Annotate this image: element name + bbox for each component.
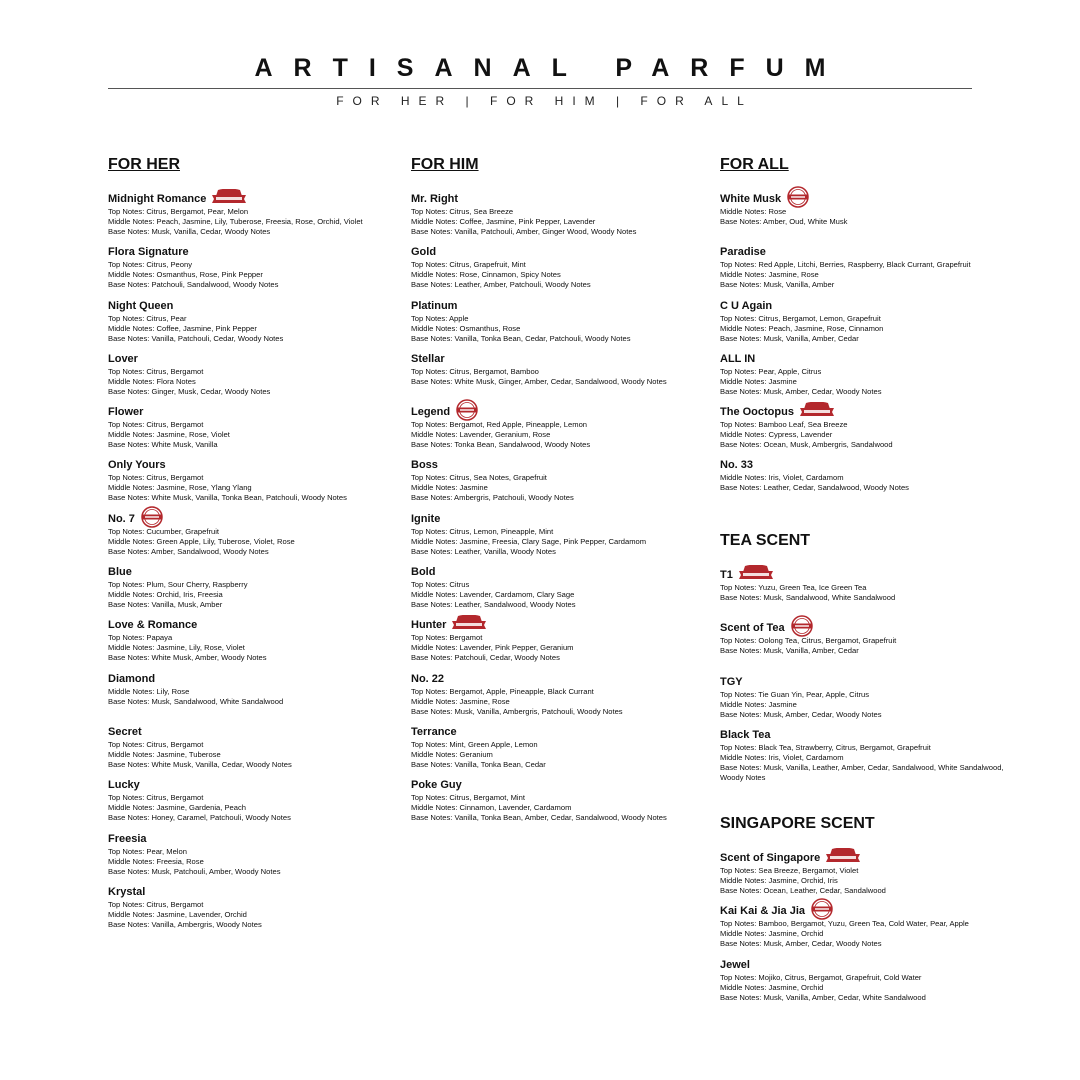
perfume-item xyxy=(411,618,701,671)
best-seller-stamp-badge xyxy=(787,186,809,208)
perfume-note-line: Middle Notes: Jasmine, Lavender, Orchid xyxy=(108,909,247,919)
tea-scent-list xyxy=(720,568,1010,781)
perfume-note-line: Top Notes: Mint, Green Apple, Lemon xyxy=(411,739,538,749)
perfume-name-row xyxy=(108,458,398,472)
perfume-note-line: Base Notes: Honey, Caramel, Patchouli, Woody Notes xyxy=(108,813,291,823)
perfume-name: No. 33 xyxy=(720,459,754,472)
perfume-name: Bold xyxy=(411,566,436,579)
perfume-name: Stellar xyxy=(411,352,445,365)
perfume-name: Poke Guy xyxy=(411,779,462,792)
perfume-note-line: Base Notes: Patchouli, Sandalwood, Woody Notes xyxy=(108,280,279,290)
perfume-note-line: Top Notes: Citrus, Bergamot, Pear, Melon xyxy=(108,207,249,216)
perfume-name-row xyxy=(720,851,1010,865)
perfume-note-line: Base Notes: Leather, Sandalwood, Woody Notes xyxy=(411,600,576,610)
perfume-note-line: Base Notes: Vanilla, Musk, Amber xyxy=(108,600,223,610)
perfume-item xyxy=(720,675,1010,728)
perfume-name-row xyxy=(411,352,701,366)
perfume-name-row xyxy=(411,565,701,579)
perfume-note-line: Top Notes: Citrus, Bergamot xyxy=(108,420,204,430)
for-all-list xyxy=(720,192,1010,512)
perfume-note-line: Middle Notes: Rose xyxy=(720,207,787,216)
perfume-item xyxy=(108,405,398,458)
perfume-item xyxy=(108,565,398,618)
perfume-item xyxy=(411,672,701,725)
section-heading-for-all: FOR ALL xyxy=(720,156,789,173)
perfume-note-line: Middle Notes: Jasmine, Lily, Rose, Violet xyxy=(108,643,245,653)
for-her-column xyxy=(108,155,398,938)
perfume-name: Krystal xyxy=(108,885,146,898)
perfume-note-line: Base Notes: Musk, Vanilla, Ambergris, Patchouli, Woody Notes xyxy=(411,706,623,716)
perfume-item xyxy=(720,245,1010,298)
perfume-note-line: Middle Notes: Jasmine, Orchid xyxy=(720,982,824,992)
perfume-name: Terrance xyxy=(411,725,457,738)
perfume-name-row xyxy=(720,568,1010,582)
perfume-note-line: Base Notes: Musk, Vanilla, Cedar, Woody Notes xyxy=(108,227,271,236)
perfume-item xyxy=(720,458,1010,511)
perfume-note-line: Top Notes: Citrus, Grapefruit, Mint xyxy=(411,260,526,270)
perfume-note-line: Base Notes: Leather, Amber, Patchouli, Woody Notes xyxy=(411,280,591,290)
perfume-note-line: Base Notes: Vanilla, Ambergris, Woody Notes xyxy=(108,919,262,929)
perfume-name: Flora Signature xyxy=(108,246,189,259)
perfume-note-line: Top Notes: Citrus, Lemon, Pineapple, Mint xyxy=(411,526,554,536)
perfume-name: Gold xyxy=(411,246,437,259)
for-him-list xyxy=(411,192,701,832)
perfume-item xyxy=(411,778,701,831)
section-heading-singapore-scent: SINGAPORE SCENT xyxy=(720,815,875,832)
perfume-item xyxy=(108,832,398,885)
perfume-note-line: Base Notes: Musk, Vanilla, Leather, Amber, Cedar, Sandalwood, White Sandalwood, Woody Notes xyxy=(720,762,1004,782)
perfume-note-line: Middle Notes: Lavender, Pink Pepper, Geranium xyxy=(411,643,574,653)
perfume-name: Freesia xyxy=(108,832,147,845)
perfume-name-row xyxy=(411,192,701,206)
perfume-item xyxy=(411,192,701,245)
perfume-note-line: Top Notes: Tie Guan Yin, Pear, Apple, Citrus xyxy=(720,689,870,699)
perfume-note-line: Top Notes: Bergamot xyxy=(411,633,483,643)
perfume-name-row xyxy=(108,512,398,526)
perfume-name-row xyxy=(720,621,1010,635)
best-seller-stamp-badge xyxy=(456,399,478,421)
perfume-note-line: Base Notes: Vanilla, Tonka Bean, Amber, Cedar, Sandalwood, Woody Notes xyxy=(411,813,667,823)
perfume-name: Diamond xyxy=(108,672,156,685)
perfume-note-line: Top Notes: Bergamot, Apple, Pineapple, Black Currant xyxy=(411,686,594,696)
perfume-name-row xyxy=(108,245,398,259)
perfume-item xyxy=(411,405,701,458)
perfume-note-line: Top Notes: Yuzu, Green Tea, Ice Green Tea xyxy=(720,583,867,592)
perfume-note-line: Top Notes: Citrus xyxy=(411,580,470,590)
perfume-name: Secret xyxy=(108,725,142,738)
perfume-name-row xyxy=(720,728,1010,742)
perfume-note-line: Base Notes: White Musk, Amber, Woody Notes xyxy=(108,653,267,663)
perfume-name: Night Queen xyxy=(108,299,174,312)
best-seller-stamp-badge xyxy=(811,898,833,920)
perfume-note-line: Top Notes: Sea Breeze, Bergamot, Violet xyxy=(720,866,859,875)
perfume-name-row xyxy=(108,832,398,846)
perfume-note-line: Base Notes: Musk, Vanilla, Amber xyxy=(720,280,835,290)
best-seller-ribbon-badge xyxy=(800,402,834,417)
perfume-item xyxy=(411,299,701,352)
perfume-note-line: Top Notes: Citrus, Bergamot, Bamboo xyxy=(411,366,539,376)
perfume-item xyxy=(108,618,398,671)
perfume-note-line: Top Notes: Pear, Apple, Citrus xyxy=(720,366,822,376)
perfume-note-line: Middle Notes: Jasmine, Gardenia, Peach xyxy=(108,803,247,813)
perfume-name: T1 xyxy=(720,569,733,581)
best-seller-ribbon-badge xyxy=(739,565,773,580)
perfume-note-line: Base Notes: Musk, Sandalwood, White Sandalwood xyxy=(720,593,896,602)
perfume-note-line: Middle Notes: Jasmine, Rose xyxy=(411,696,510,706)
perfume-note-line: Top Notes: Bamboo Leaf, Sea Breeze xyxy=(720,420,848,430)
perfume-item xyxy=(108,299,398,352)
perfume-name-row xyxy=(108,299,398,313)
singapore-scent-list xyxy=(720,851,1010,1011)
perfume-name-row xyxy=(411,458,701,472)
perfume-name-row xyxy=(411,299,701,313)
perfume-note-line: Top Notes: Citrus, Bergamot, Lemon, Grapefruit xyxy=(720,313,881,323)
perfume-name-row xyxy=(108,778,398,792)
perfume-item xyxy=(720,851,1010,904)
perfume-note-line: Base Notes: Vanilla, Patchouli, Cedar, Woody Notes xyxy=(108,333,284,343)
for-him-column xyxy=(411,155,701,832)
perfume-note-line: Base Notes: Ocean, Leather, Cedar, Sandalwood xyxy=(720,886,886,895)
perfume-name: No. 7 xyxy=(108,512,135,525)
perfume-name: Boss xyxy=(411,459,438,472)
perfume-name-row xyxy=(720,675,1010,689)
perfume-note-line: Base Notes: Musk, Sandalwood, White Sandalwood xyxy=(108,696,284,706)
perfume-item xyxy=(108,725,398,778)
perfume-name: Paradise xyxy=(720,246,766,259)
perfume-note-line: Middle Notes: Orchid, Iris, Freesia xyxy=(108,590,223,600)
perfume-note-line: Middle Notes: Jasmine, Rose, Ylang Ylang xyxy=(108,483,252,493)
perfume-note-line: Base Notes: Musk, Vanilla, Amber, Cedar xyxy=(720,333,859,343)
perfume-note-line: Base Notes: White Musk, Vanilla xyxy=(108,440,218,450)
perfume-note-line: Top Notes: Citrus, Bergamot xyxy=(108,366,204,376)
perfume-note-line: Base Notes: Ambergris, Patchouli, Woody Notes xyxy=(411,493,574,503)
perfume-name-row xyxy=(720,458,1010,472)
perfume-item xyxy=(720,728,1010,781)
perfume-item xyxy=(720,621,1010,674)
perfume-name: No. 22 xyxy=(411,672,445,685)
perfume-note-line: Base Notes: Vanilla, Patchouli, Amber, Ginger Wood, Woody Notes xyxy=(411,227,637,236)
perfume-name-row xyxy=(411,672,701,686)
perfume-note-line: Middle Notes: Geranium xyxy=(411,749,493,759)
perfume-note-line: Base Notes: White Musk, Vanilla, Tonka Bean, Patchouli, Woody Notes xyxy=(108,493,347,503)
perfume-note-line: Middle Notes: Jasmine, Freesia, Clary Sage, Pink Pepper, Cardamom xyxy=(411,536,647,546)
perfume-note-line: Base Notes: Tonka Bean, Sandalwood, Woody Notes xyxy=(411,440,591,450)
perfume-name: Platinum xyxy=(411,299,458,312)
section-heading-tea-scent: TEA SCENT xyxy=(720,532,811,549)
perfume-item xyxy=(720,352,1010,405)
perfume-note-line: Middle Notes: Iris, Violet, Cardamom xyxy=(720,752,844,762)
perfume-name-row xyxy=(108,352,398,366)
perfume-name-row xyxy=(720,958,1010,972)
best-seller-ribbon-badge xyxy=(826,848,860,863)
perfume-name: Hunter xyxy=(411,619,447,632)
perfume-name: ALL IN xyxy=(720,352,756,365)
perfume-note-line: Base Notes: Musk, Patchouli, Amber, Woody Notes xyxy=(108,866,281,876)
perfume-name-row xyxy=(411,245,701,259)
perfume-note-line: Top Notes: Oolong Tea, Citrus, Bergamot, Grapefruit xyxy=(720,636,897,646)
perfume-note-line: Middle Notes: Rose, Cinnamon, Spicy Notes xyxy=(411,270,561,280)
perfume-name: Scent of Tea xyxy=(720,622,785,635)
singapore-scent-column xyxy=(720,814,1010,1011)
perfume-name-row xyxy=(411,405,701,419)
perfume-note-line: Middle Notes: Coffee, Jasmine, Pink Pepper xyxy=(108,323,257,333)
perfume-item xyxy=(720,405,1010,458)
perfume-note-line: Middle Notes: Iris, Violet, Cardamom xyxy=(720,473,844,483)
perfume-note-line: Top Notes: Apple xyxy=(411,313,469,323)
perfume-note-line: Base Notes: Vanilla, Tonka Bean, Cedar xyxy=(411,759,546,769)
perfume-name: Lucky xyxy=(108,779,140,792)
perfume-name-row xyxy=(108,565,398,579)
perfume-name: C U Again xyxy=(720,299,773,312)
perfume-note-line: Middle Notes: Lavender, Geranium, Rose xyxy=(411,430,551,440)
perfume-note-line: Middle Notes: Osmanthus, Rose, Pink Pepper xyxy=(108,270,263,280)
perfume-name-row xyxy=(411,618,701,632)
perfume-note-line: Top Notes: Citrus, Peony xyxy=(108,260,192,270)
perfume-note-line: Base Notes: Leather, Cedar, Sandalwood, Woody Notes xyxy=(720,483,909,493)
perfume-note-line: Middle Notes: Cinnamon, Lavender, Cardamom xyxy=(411,803,572,813)
perfume-note-line: Top Notes: Red Apple, Litchi, Berries, Raspberry, Black Currant, Grapefruit xyxy=(720,260,971,270)
for-her-list xyxy=(108,192,398,938)
perfume-note-line: Base Notes: Ocean, Musk, Ambergris, Sandalwood xyxy=(720,440,893,450)
perfume-note-line: Middle Notes: Cypress, Lavender xyxy=(720,430,833,440)
perfume-note-line: Base Notes: Amber, Oud, White Musk xyxy=(720,217,848,226)
perfume-note-line: Middle Notes: Jasmine xyxy=(411,483,488,493)
perfume-note-line: Top Notes: Bamboo, Bergamot, Yuzu, Green Tea, Cold Water, Pear, Apple xyxy=(720,919,969,929)
perfume-note-line: Middle Notes: Jasmine, Tuberose xyxy=(108,749,221,759)
perfume-note-line: Middle Notes: Jasmine, Rose xyxy=(720,270,819,280)
perfume-name-row xyxy=(720,904,1010,918)
perfume-note-line: Top Notes: Citrus, Bergamot xyxy=(108,739,204,749)
perfume-name: White Musk xyxy=(720,193,782,205)
perfume-note-line: Middle Notes: Osmanthus, Rose xyxy=(411,323,521,333)
perfume-note-line: Base Notes: Musk, Amber, Cedar, Woody Notes xyxy=(720,709,882,719)
perfume-note-line: Middle Notes: Jasmine xyxy=(720,376,797,386)
perfume-note-line: Base Notes: White Musk, Ginger, Amber, Cedar, Sandalwood, Woody Notes xyxy=(411,376,667,386)
perfume-name: Love & Romance xyxy=(108,619,198,632)
perfume-item xyxy=(108,672,398,725)
perfume-name: Blue xyxy=(108,566,132,579)
perfume-note-line: Base Notes: Musk, Vanilla, Amber, Cedar, White Sandalwood xyxy=(720,992,926,1002)
best-seller-stamp-badge xyxy=(141,506,163,528)
best-seller-ribbon-badge xyxy=(212,189,246,204)
perfume-note-line: Top Notes: Citrus, Sea Breeze xyxy=(411,207,514,216)
perfume-note-line: Middle Notes: Peach, Jasmine, Lily, Tuberose, Freesia, Rose, Orchid, Violet xyxy=(108,217,363,226)
perfume-name-row xyxy=(108,725,398,739)
perfume-note-line: Middle Notes: Jasmine xyxy=(720,699,797,709)
perfume-note-line: Top Notes: Citrus, Bergamot xyxy=(108,899,204,909)
perfume-name: Midnight Romance xyxy=(108,193,207,205)
perfume-name: Jewel xyxy=(720,958,750,971)
perfume-item xyxy=(720,299,1010,352)
perfume-note-line: Top Notes: Plum, Sour Cherry, Raspberry xyxy=(108,580,248,590)
perfume-name-row xyxy=(720,299,1010,313)
perfume-name-row xyxy=(108,405,398,419)
perfume-note-line: Base Notes: Patchouli, Cedar, Woody Notes xyxy=(411,653,560,663)
perfume-note-line: Base Notes: Musk, Amber, Cedar, Woody Notes xyxy=(720,386,882,396)
perfume-item xyxy=(411,245,701,298)
perfume-item xyxy=(411,352,701,405)
perfume-note-line: Middle Notes: Jasmine, Orchid, Iris xyxy=(720,876,838,885)
perfume-item xyxy=(720,958,1010,1011)
perfume-name-row xyxy=(108,885,398,899)
perfume-note-line: Base Notes: Musk, Amber, Cedar, Woody Notes xyxy=(720,939,882,949)
perfume-note-line: Top Notes: Citrus, Pear xyxy=(108,313,187,323)
perfume-note-line: Top Notes: Papaya xyxy=(108,633,173,643)
perfume-item xyxy=(108,458,398,511)
perfume-note-line: Middle Notes: Lily, Rose xyxy=(108,686,190,696)
perfume-note-line: Top Notes: Pear, Melon xyxy=(108,846,187,856)
perfume-note-line: Top Notes: Black Tea, Strawberry, Citrus, Bergamot, Grapefruit xyxy=(720,742,931,752)
perfume-name-row xyxy=(720,405,1010,419)
perfume-name: Only Yours xyxy=(108,459,166,472)
perfume-item xyxy=(720,192,1010,245)
perfume-note-line: Middle Notes: Jasmine, Rose, Violet xyxy=(108,430,230,440)
perfume-note-line: Middle Notes: Green Apple, Lily, Tuberose, Violet, Rose xyxy=(108,536,295,546)
perfume-name: Mr. Right xyxy=(411,193,459,205)
perfume-note-line: Middle Notes: Peach, Jasmine, Rose, Cinnamon xyxy=(720,323,884,333)
perfume-name-row xyxy=(720,245,1010,259)
perfume-name-row xyxy=(411,778,701,792)
for-all-column xyxy=(720,155,1010,512)
perfume-item xyxy=(411,512,701,565)
perfume-item xyxy=(411,565,701,618)
perfume-name: Legend xyxy=(411,406,451,419)
perfume-name: TGY xyxy=(720,675,743,688)
perfume-item xyxy=(108,512,398,565)
perfume-name: The Ooctopus xyxy=(720,406,794,419)
perfume-note-line: Middle Notes: Flora Notes xyxy=(108,376,196,386)
perfume-name-row xyxy=(720,192,1010,206)
best-seller-ribbon-badge xyxy=(452,615,486,630)
section-heading-for-him: FOR HIM xyxy=(411,156,479,173)
perfume-note-line: Middle Notes: Lavender, Cardamom, Clary Sage xyxy=(411,590,575,600)
perfume-item xyxy=(720,568,1010,621)
perfume-item xyxy=(720,904,1010,957)
perfume-note-line: Top Notes: Citrus, Sea Notes, Grapefruit xyxy=(411,473,547,483)
perfume-note-line: Top Notes: Citrus, Bergamot xyxy=(108,473,204,483)
perfume-note-line: Top Notes: Citrus, Bergamot xyxy=(108,793,204,803)
perfume-item xyxy=(411,725,701,778)
perfume-item xyxy=(108,352,398,405)
perfume-note-line: Base Notes: Ginger, Musk, Cedar, Woody Notes xyxy=(108,386,271,396)
perfume-note-line: Base Notes: Vanilla, Tonka Bean, Cedar, Patchouli, Woody Notes xyxy=(411,333,631,343)
perfume-item xyxy=(108,778,398,831)
tea-scent-column xyxy=(720,531,1010,781)
perfume-item xyxy=(108,885,398,938)
page-title: ARTISANAL PARFUM xyxy=(254,54,847,82)
header-divider xyxy=(108,88,972,89)
perfume-name-row xyxy=(108,192,398,206)
perfume-note-line: Top Notes: Mojiko, Citrus, Bergamot, Grapefruit, Cold Water xyxy=(720,972,922,982)
perfume-note-line: Base Notes: White Musk, Vanilla, Cedar, Woody Notes xyxy=(108,759,292,769)
perfume-note-line: Middle Notes: Coffee, Jasmine, Pink Pepper, Lavender xyxy=(411,217,596,226)
perfume-note-line: Base Notes: Musk, Vanilla, Amber, Cedar xyxy=(720,646,859,656)
perfume-item xyxy=(108,192,398,245)
perfume-note-line: Base Notes: Leather, Vanilla, Woody Notes xyxy=(411,546,556,556)
perfume-name: Flower xyxy=(108,406,144,419)
perfume-note-line: Middle Notes: Freesia, Rose xyxy=(108,856,204,866)
perfume-name: Kai Kai & Jia Jia xyxy=(720,905,805,918)
perfume-note-line: Middle Notes: Jasmine, Orchid xyxy=(720,929,824,939)
perfume-note-line: Top Notes: Cucumber, Grapefruit xyxy=(108,526,220,536)
best-seller-stamp-badge xyxy=(791,615,813,637)
perfume-name-row xyxy=(411,725,701,739)
perfume-note-line: Top Notes: Citrus, Bergamot, Mint xyxy=(411,793,525,803)
perfume-name: Black Tea xyxy=(720,728,771,741)
perfume-name-row xyxy=(108,672,398,686)
perfume-name: Ignite xyxy=(411,512,441,525)
perfume-item xyxy=(411,458,701,511)
perfume-note-line: Base Notes: Amber, Sandalwood, Woody Notes xyxy=(108,546,269,556)
perfume-name: Scent of Singapore xyxy=(720,852,821,864)
perfume-item xyxy=(108,245,398,298)
perfume-name-row xyxy=(411,512,701,526)
perfume-name-row xyxy=(720,352,1010,366)
page-subtitle: FOR HER | FOR HIM | FOR ALL xyxy=(336,94,753,108)
perfume-note-line: Top Notes: Bergamot, Red Apple, Pineapple, Lemon xyxy=(411,420,588,430)
perfume-name: Lover xyxy=(108,352,138,365)
perfume-name-row xyxy=(108,618,398,632)
section-heading-for-her: FOR HER xyxy=(108,156,180,173)
